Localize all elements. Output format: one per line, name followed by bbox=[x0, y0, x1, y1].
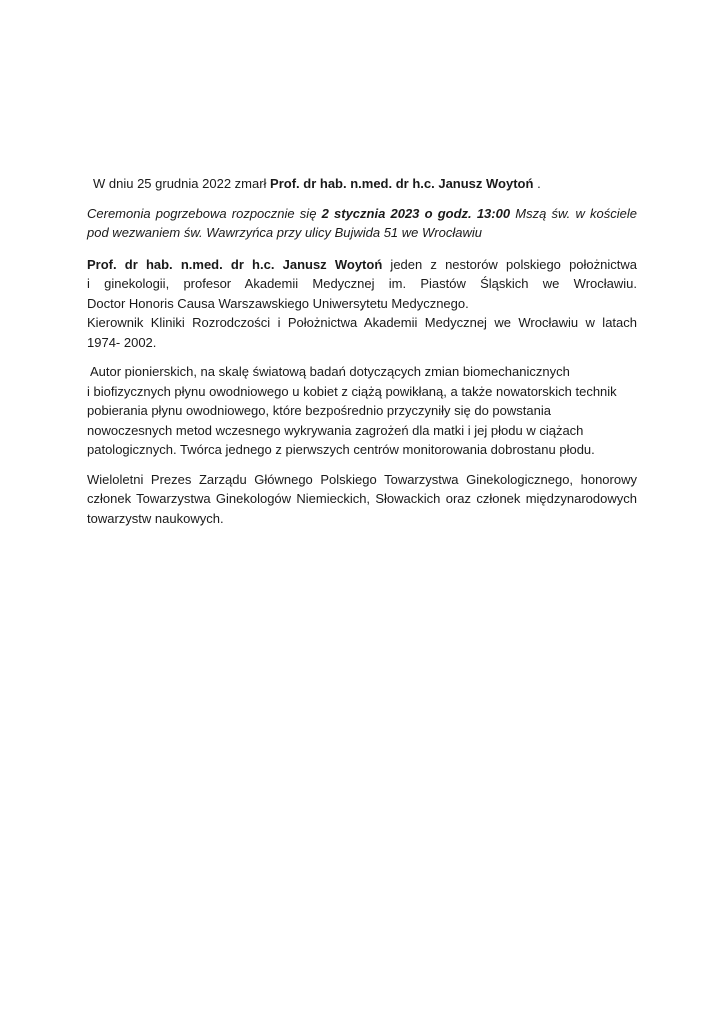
bio-line1-rest: jeden z nestorów polskiego położnictwa bbox=[382, 256, 637, 272]
board-paragraph bbox=[87, 470, 637, 529]
bio-line-3: Doctor Honoris Causa Warszawskiego Uniwersytetu Medycznego. bbox=[87, 295, 469, 311]
bio-name: Prof. dr hab. n.med. dr h.c. Janusz Woytoń bbox=[87, 256, 383, 272]
ceremony-line-1 bbox=[87, 204, 637, 224]
intro-suffix: . bbox=[533, 176, 541, 191]
intro-prefix: W dniu 25 grudnia 2022 zmarł bbox=[93, 176, 271, 191]
ceremony-date: 2 stycznia 2023 o godz. 13:00 bbox=[321, 205, 511, 221]
board-line-2: członek Towarzystwa Ginekologów Niemieckich, Słowackich oraz członek międzynarodowych bbox=[87, 491, 637, 506]
intro-name: Prof. dr hab. n.med. dr h.c. Janusz Woytoń bbox=[270, 176, 534, 191]
intro-paragraph bbox=[87, 174, 637, 194]
bio-line-2: i ginekologii, profesor Akademii Medycznej im. Piastów Śląskich we Wrocławiu. bbox=[87, 276, 637, 291]
board-line-1: Wieloletni Prezes Zarządu Głównego Polskiego Towarzystwa Ginekologicznego, honorowy bbox=[87, 471, 637, 487]
bio-line-1 bbox=[87, 255, 637, 275]
author-line-5: patologicznych. Twórca jednego z pierwszych centrów monitorowania dobrostanu płodu. bbox=[87, 442, 595, 457]
bio-paragraph bbox=[87, 255, 637, 353]
ceremony-paragraph bbox=[87, 204, 637, 243]
bio-line-5: 1974- 2002. bbox=[87, 334, 157, 350]
ceremony-part1: Ceremonia pogrzebowa rozpocznie się bbox=[87, 205, 322, 221]
bio-line-4: Kierownik Kliniki Rozrodczości i Położnictwa Akademii Medycznej we Wrocławiu w latach bbox=[87, 315, 637, 330]
ceremony-part2: Mszą św. w kościele bbox=[510, 205, 637, 221]
author-line-4: nowoczesnych metod wczesnego wykrywania zagrożeń dla matki i jej płodu w ciążach bbox=[87, 422, 584, 438]
author-paragraph bbox=[87, 362, 637, 460]
author-line-2: i biofizycznych płynu owodniowego u kobiet z ciążą powikłaną, a także nowatorskich technik bbox=[87, 383, 617, 399]
author-line-3: pobierania płynu owodniowego, które bezpośrednio przyczyniły się do powstania bbox=[87, 403, 551, 418]
board-line-3: towarzystw naukowych. bbox=[87, 510, 224, 526]
author-line-1: Autor pionierskich, na skalę światową badań dotyczących zmian biomechanicznych bbox=[90, 364, 570, 379]
ceremony-line-2: pod wezwaniem św. Wawrzyńca przy ulicy Bujwida 51 we Wrocławiu bbox=[87, 225, 482, 240]
document-body bbox=[87, 174, 637, 528]
